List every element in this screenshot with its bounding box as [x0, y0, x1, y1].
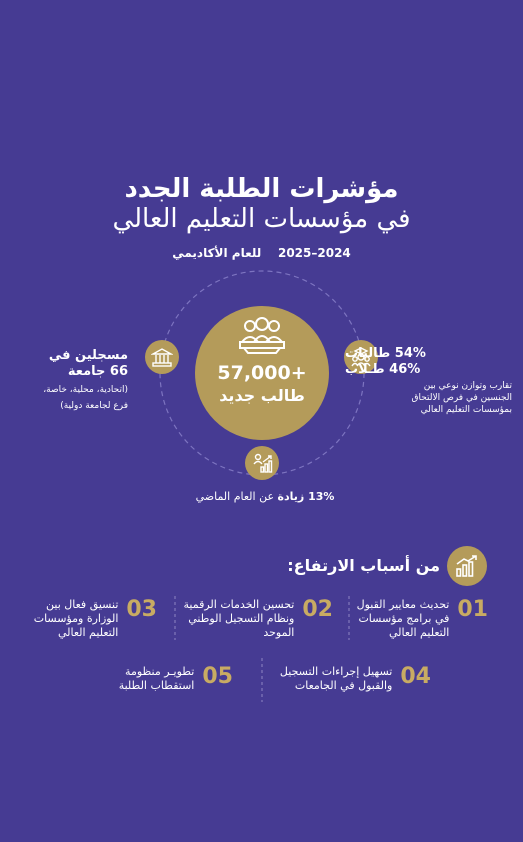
reason-text: تطويـر منظومة استقطاب الطلبة [118, 665, 195, 692]
reasons-title: من أسباب الارتفاع: [287, 556, 440, 575]
male-share: 46% طـلاب [345, 362, 421, 377]
gender-note-3: بمؤسسات التعليم العالي [420, 405, 512, 415]
reason-item-02 [184, 598, 333, 640]
reasons-circle [447, 546, 487, 586]
gender-note [372, 380, 512, 416]
reason-number: 03 [126, 597, 157, 622]
students-group-icon [232, 316, 292, 356]
page-subtitle: في مؤسسات التعليم العالي [112, 204, 411, 234]
university-circle [145, 340, 179, 374]
increase-stat [150, 490, 380, 503]
reason-text: تسهيل إجراءات التسجيل والقبول في الجامعات [279, 665, 393, 692]
reason-item-03 [34, 598, 157, 640]
universities-note-1: (اتحادية، محلية، خاصة، [43, 385, 128, 395]
university-building-icon [151, 346, 173, 368]
reason-item-05 [119, 665, 233, 693]
page-title: مؤشرات الطلبة الجدد [124, 174, 399, 204]
universities-note-2: فرع لجامعة دولية) [60, 401, 128, 411]
gender-stat [345, 346, 485, 378]
universities-stat [8, 348, 128, 412]
new-students-count: 57,000+ [217, 362, 307, 384]
reason-number: 01 [457, 597, 488, 622]
growth-chart-icon [251, 452, 273, 474]
reason-text: تحديث معايير القبول في برامج مؤسسات التعليم العالي [356, 598, 450, 639]
increase-value: 13% زيادة [277, 490, 335, 503]
reason-item-04 [280, 665, 431, 693]
reason-item-01 [357, 598, 488, 640]
new-students-label: طالب جديد [219, 386, 305, 405]
reason-number: 02 [302, 597, 333, 622]
gender-note-1: تقارب وتوازن نوعي بين [423, 381, 512, 391]
reason-number: 04 [400, 664, 431, 689]
universities-heading-1: مسجلين في [48, 348, 128, 363]
academic-year [0, 246, 523, 260]
reason-number: 05 [202, 664, 233, 689]
female-share: 54% طالبات [345, 346, 426, 361]
reason-text: تحسين الخدمات الرقمية ونظام التسجيل الوطني الموحد [183, 598, 295, 639]
rising-bars-icon [454, 553, 480, 579]
gender-note-2: الجنسين في فرص الالتحاق [411, 393, 512, 403]
reason-text: تنسيق فعال بين الوزارة ومؤسسات التعليم العالي [33, 598, 119, 639]
new-students-circle [195, 306, 329, 440]
growth-circle [245, 446, 279, 480]
increase-text: عن العام الماضي [195, 490, 275, 503]
year-label: للعام الأكاديمي [172, 246, 262, 260]
year-value: 2025–2024 [277, 246, 351, 260]
universities-heading-2: 66 جامعة [67, 364, 128, 379]
